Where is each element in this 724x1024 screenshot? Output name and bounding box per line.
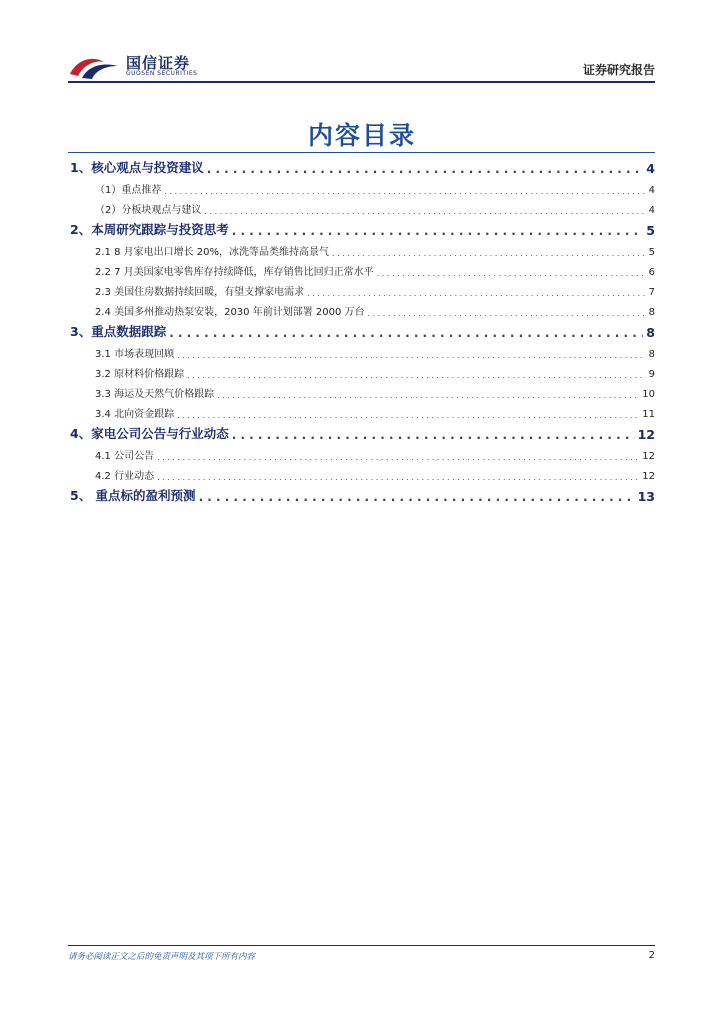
toc-leader-dots: [204, 207, 645, 216]
toc-entry-page: 5: [646, 223, 655, 238]
toc-entry-page: 12: [642, 451, 655, 462]
toc-entry-label: 2.4 美国多州推动热泵安装，2030 年前计划部署 2000 万台: [95, 307, 365, 318]
brand-name-en: GUOSEN SECURITIES: [126, 70, 198, 77]
toc-leader-dots: [199, 490, 635, 504]
toc-entry-subsection[interactable]: [68, 380, 655, 400]
toc-entry-page: 4: [648, 205, 655, 216]
toc-entry-section[interactable]: [68, 318, 655, 340]
toc-entry-label: 4、家电公司公告与行业动态: [70, 426, 229, 441]
toc-leader-dots: [164, 187, 645, 196]
page-number: 2: [648, 950, 655, 961]
toc-entry-label: 3.4 北向资金跟踪: [95, 409, 175, 420]
page-header: [68, 48, 655, 84]
toc-entry-page: 8: [648, 307, 655, 318]
toc-entry-label: 4.2 行业动态: [95, 471, 155, 482]
toc-entry-subsection[interactable]: [68, 442, 655, 462]
table-of-contents: [68, 154, 655, 504]
toc-entry-subsection[interactable]: [68, 360, 655, 380]
toc-entry-label: 3.1 市场表现回顾: [95, 349, 175, 360]
footer-disclaimer: 请务必阅读正文之后的免责声明及其项下所有内容: [68, 952, 256, 962]
header-divider: [68, 81, 655, 83]
toc-entry-page: 12: [637, 427, 655, 442]
toc-entry-section[interactable]: [68, 154, 655, 176]
brand-name: 国信证券: [126, 54, 191, 72]
toc-entry-page: 4: [646, 161, 655, 176]
toc-leader-dots: [332, 249, 646, 258]
toc-entry-subsection[interactable]: [68, 400, 655, 420]
toc-entry-page: 12: [642, 471, 655, 482]
toc-entry-label: 5、 重点标的盈利预测: [70, 488, 196, 503]
toc-leader-dots: [377, 269, 646, 278]
toc-entry-page: 11: [642, 409, 655, 420]
toc-entry-label: 1、核心观点与投资建议: [70, 160, 204, 175]
toc-entry-label: 3.3 海运及天然气价格跟踪: [95, 389, 215, 400]
toc-entry-label: 4.1 公司公告: [95, 451, 155, 462]
toc-leader-dots: [307, 289, 646, 298]
toc-entry-subsection[interactable]: [68, 238, 655, 258]
report-type: 证券研究报告: [582, 63, 655, 77]
toc-entry-subsection[interactable]: [68, 196, 655, 216]
toc-entry-page: 9: [648, 369, 655, 380]
toc-entry-label: 3、重点数据跟踪: [70, 324, 167, 339]
toc-entry-section[interactable]: [68, 420, 655, 442]
toc-leader-dots: [207, 162, 644, 176]
toc-title-divider: [68, 152, 655, 153]
toc-entry-subsection[interactable]: [68, 462, 655, 482]
toc-entry-subsection[interactable]: [68, 340, 655, 360]
toc-entry-page: 5: [648, 247, 655, 258]
toc-entry-page: 8: [648, 349, 655, 360]
toc-entry-section[interactable]: [68, 216, 655, 238]
toc-entry-page: 10: [642, 389, 655, 400]
toc-entry-label: 2.1 8 月家电出口增长 20%，冰洗等品类维持高景气: [95, 247, 330, 258]
toc-entry-page: 7: [648, 287, 655, 298]
toc-entry-label: 3.2 原材料价格跟踪: [95, 369, 185, 380]
toc-leader-dots: [177, 411, 639, 420]
toc-title: 内容目录: [307, 121, 416, 150]
footer-divider: [68, 945, 655, 946]
toc-entry-label: （1）重点推荐: [95, 185, 162, 196]
toc-entry-page: 4: [648, 185, 655, 196]
toc-leader-dots: [177, 351, 646, 360]
toc-entry-label: 2.3 美国住房数据持续回暖，有望支撑家电需求: [95, 287, 305, 298]
toc-entry-label: 2、本周研究跟踪与投资思考: [70, 222, 229, 237]
toc-entry-label: （2）分板块观点与建议: [95, 205, 202, 216]
toc-entry-page: 8: [646, 325, 655, 340]
toc-entry-subsection[interactable]: [68, 278, 655, 298]
toc-entry-subsection[interactable]: [68, 258, 655, 278]
toc-leader-dots: [169, 326, 643, 340]
toc-entry-section[interactable]: [68, 482, 655, 504]
toc-leader-dots: [157, 453, 639, 462]
toc-entry-page: 6: [648, 267, 655, 278]
toc-entry-subsection[interactable]: [68, 176, 655, 196]
toc-leader-dots: [217, 391, 639, 400]
toc-entry-label: 2.2 7 月美国家电零售库存持续降低，库存销售比回归正常水平: [95, 267, 374, 278]
toc-leader-dots: [232, 224, 644, 238]
toc-entry-page: 13: [637, 489, 655, 504]
toc-leader-dots: [232, 428, 635, 442]
toc-leader-dots: [368, 309, 646, 318]
toc-leader-dots: [157, 473, 639, 482]
toc-leader-dots: [187, 371, 646, 380]
toc-entry-subsection[interactable]: [68, 298, 655, 318]
guosen-logo-icon: [68, 54, 120, 80]
